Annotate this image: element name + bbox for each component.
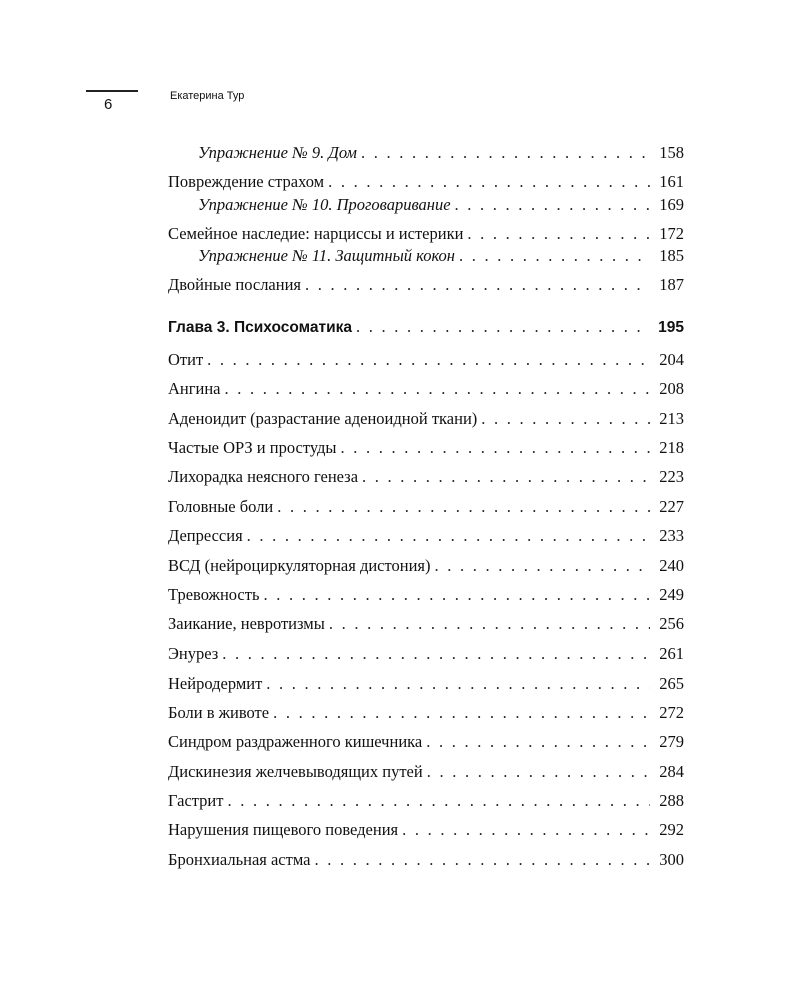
toc-entry-page: 292 bbox=[659, 820, 684, 839]
toc-entry-page: 261 bbox=[659, 644, 684, 663]
toc-entry-page: 265 bbox=[659, 674, 684, 693]
toc-entry-title: Бронхиальная астма bbox=[168, 850, 311, 869]
dot-leader bbox=[207, 350, 650, 370]
toc-entry-title: Упражнение № 10. Проговаривание bbox=[198, 195, 451, 214]
toc-row bbox=[168, 614, 684, 638]
toc-entry-title: Гастрит bbox=[168, 791, 224, 810]
toc-entry-page: 204 bbox=[659, 350, 684, 369]
toc-entry-page: 279 bbox=[659, 732, 684, 751]
toc-entry-page: 161 bbox=[659, 172, 684, 191]
toc-entry-title: Ангина bbox=[168, 379, 221, 398]
dot-leader bbox=[222, 644, 650, 664]
toc-entry-title: Двойные послания bbox=[168, 275, 301, 294]
toc-entry-title: Боли в животе bbox=[168, 703, 270, 722]
toc-entry-title: Синдром раздраженного кишечника bbox=[168, 732, 423, 751]
toc-entry-page: 284 bbox=[659, 762, 684, 781]
dot-leader bbox=[435, 556, 651, 576]
toc-entry-title: Нейродермит bbox=[168, 674, 263, 693]
dot-leader bbox=[227, 791, 650, 811]
toc-entry-title: Дискинезия желчевыводящих путей bbox=[168, 762, 423, 781]
dot-leader bbox=[315, 850, 651, 870]
toc-row bbox=[168, 703, 684, 727]
toc-entry-page: 187 bbox=[659, 275, 684, 294]
toc-row bbox=[168, 732, 684, 756]
toc-row bbox=[168, 526, 684, 550]
header-rule bbox=[86, 90, 138, 92]
toc-entry-title: ВСД (нейроциркуляторная дистония) bbox=[168, 556, 431, 575]
toc-entry-page: 213 bbox=[659, 409, 684, 428]
toc-entry-page: 227 bbox=[659, 497, 684, 516]
toc-entry-title: Глава 3. Психосоматика bbox=[168, 319, 353, 336]
dot-leader bbox=[402, 820, 650, 840]
toc-row bbox=[168, 246, 684, 270]
toc-row bbox=[168, 143, 684, 167]
toc-row bbox=[168, 556, 684, 580]
running-header-author: Екатерина Тур bbox=[170, 90, 245, 102]
toc-entry-page: 223 bbox=[659, 467, 684, 486]
dot-leader bbox=[455, 195, 650, 215]
toc-row bbox=[168, 850, 684, 874]
dot-leader bbox=[329, 614, 650, 634]
dot-leader bbox=[426, 732, 650, 752]
toc-row bbox=[168, 195, 684, 219]
toc-entry-title: Заикание, невротизмы bbox=[168, 614, 325, 633]
dot-leader bbox=[277, 497, 650, 517]
toc-entry-page: 256 bbox=[659, 614, 684, 633]
toc-row bbox=[168, 409, 684, 433]
toc-entry-page: 233 bbox=[659, 526, 684, 545]
dot-leader bbox=[264, 585, 651, 605]
dot-leader bbox=[266, 674, 650, 694]
toc-row bbox=[168, 438, 684, 462]
toc-entry-title: Депрессия bbox=[168, 526, 243, 545]
toc-row bbox=[168, 224, 684, 248]
toc-entry-title: Лихорадка неясного генеза bbox=[168, 467, 359, 486]
toc-entry-page: 195 bbox=[658, 319, 684, 336]
toc-chapter-row bbox=[168, 317, 684, 341]
toc-entry-page: 300 bbox=[659, 850, 684, 869]
dot-leader bbox=[459, 246, 650, 266]
toc-entry-title: Головные боли bbox=[168, 497, 274, 516]
dot-leader bbox=[356, 317, 650, 337]
toc-entry-page: 169 bbox=[659, 195, 684, 214]
toc-entry-title: Упражнение № 9. Дом bbox=[198, 143, 357, 162]
toc-entry-title: Аденоидит (разрастание аденоидной ткани) bbox=[168, 409, 478, 428]
dot-leader bbox=[481, 409, 650, 429]
toc-entry-title: Повреждение страхом bbox=[168, 172, 325, 191]
toc-entry-page: 208 bbox=[659, 379, 684, 398]
dot-leader bbox=[341, 438, 650, 458]
toc-row bbox=[168, 674, 684, 698]
dot-leader bbox=[273, 703, 650, 723]
dot-leader bbox=[305, 275, 650, 295]
dot-leader bbox=[328, 172, 650, 192]
dot-leader bbox=[247, 526, 650, 546]
page-number: 6 bbox=[104, 96, 113, 113]
toc-row bbox=[168, 172, 684, 196]
toc-entry-page: 185 bbox=[659, 246, 684, 265]
toc-entry-page: 240 bbox=[659, 556, 684, 575]
toc-row bbox=[168, 379, 684, 403]
toc-entry-page: 288 bbox=[659, 791, 684, 810]
toc-entry-page: 272 bbox=[659, 703, 684, 722]
toc-row bbox=[168, 644, 684, 668]
toc-entry-title: Частые ОРЗ и простуды bbox=[168, 438, 337, 457]
toc-entry-page: 172 bbox=[659, 224, 684, 243]
toc-entry-title: Энурез bbox=[168, 644, 219, 663]
toc-entry-page: 158 bbox=[659, 143, 684, 162]
dot-leader bbox=[467, 224, 650, 244]
toc-entry-page: 218 bbox=[659, 438, 684, 457]
dot-leader bbox=[225, 379, 651, 399]
toc-entry-page: 249 bbox=[659, 585, 684, 604]
dot-leader bbox=[427, 762, 650, 782]
toc-row bbox=[168, 275, 684, 299]
toc-row bbox=[168, 497, 684, 521]
toc-entry-title: Отит bbox=[168, 350, 204, 369]
toc-row bbox=[168, 467, 684, 491]
toc-entry-title: Нарушения пищевого поведения bbox=[168, 820, 399, 839]
toc-row bbox=[168, 791, 684, 815]
toc-row bbox=[168, 820, 684, 844]
dot-leader bbox=[362, 467, 650, 487]
toc-entry-title: Семейное наследие: нарциссы и истерики bbox=[168, 224, 464, 243]
toc-row bbox=[168, 350, 684, 374]
dot-leader bbox=[361, 143, 650, 163]
toc-row bbox=[168, 585, 684, 609]
toc-row bbox=[168, 762, 684, 786]
toc-entry-title: Упражнение № 11. Защитный кокон bbox=[198, 246, 455, 265]
toc-entry-title: Тревожность bbox=[168, 585, 260, 604]
